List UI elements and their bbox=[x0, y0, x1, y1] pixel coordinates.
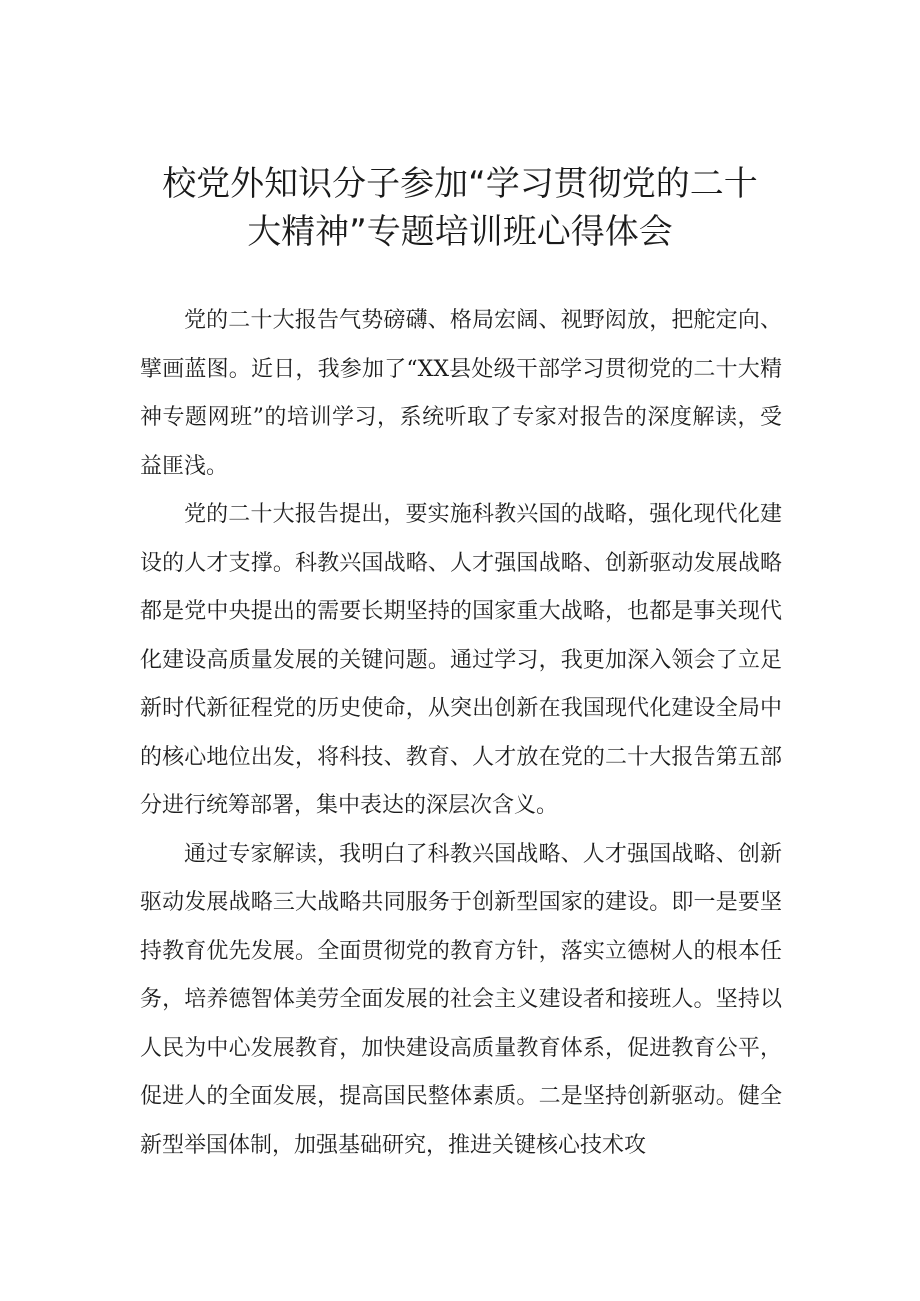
paragraph-1: 党的二十大报告气势磅礴、格局宏阔、视野闳放，把舵定向、擘画蓝图。近日，我参加了“XX县处级干部学习贯彻党的二十大精神专题网班”的培训学习，系统听取了专家对报告的深度解读，受益匪浅。 bbox=[140, 308, 782, 479]
paragraph-3: 通过专家解读，我明白了科教兴国战略、人才强国战略、创新驱动发展战略三大战略共同服务于创新型国家的建设。即一是要坚持教育优先发展。全面贯彻党的教育方针，落实立德树人的根本任务，培养德智体美劳全面发展的社会主义建设者和接班人。坚持以人民为中心发展教育，加快建设高质量教育体系，促进教育公平，促进人的全面发展，提高国民整体素质。二是坚持创新驱动。健全新型举国体制，加强基础研究，推进关键核心技术攻 bbox=[140, 841, 782, 1158]
paragraph-2: 党的二十大报告提出，要实施科教兴国的战略，强化现代化建设的人才支撑。科教兴国战略、人才强国战略、创新驱动发展战略都是党中央提出的需要长期坚持的国家重大战略，也都是事关现代化建设高质量发展的关键问题。通过学习，我更加深入领会了立足新时代新征程党的历史使命，从突出创新在我国现代化建设全局中的核心地位出发，将科技、教育、人才放在党的二十大报告第五部分进行统筹部署，集中表达的深层次含义。 bbox=[140, 502, 782, 818]
document-title bbox=[100, 160, 820, 256]
title-line-1: 校党外知识分子参加“学习贯彻党的二十 bbox=[162, 164, 758, 204]
title-line-2: 大精神”专题培训班心得体会 bbox=[247, 212, 673, 252]
document-body bbox=[140, 297, 782, 1170]
